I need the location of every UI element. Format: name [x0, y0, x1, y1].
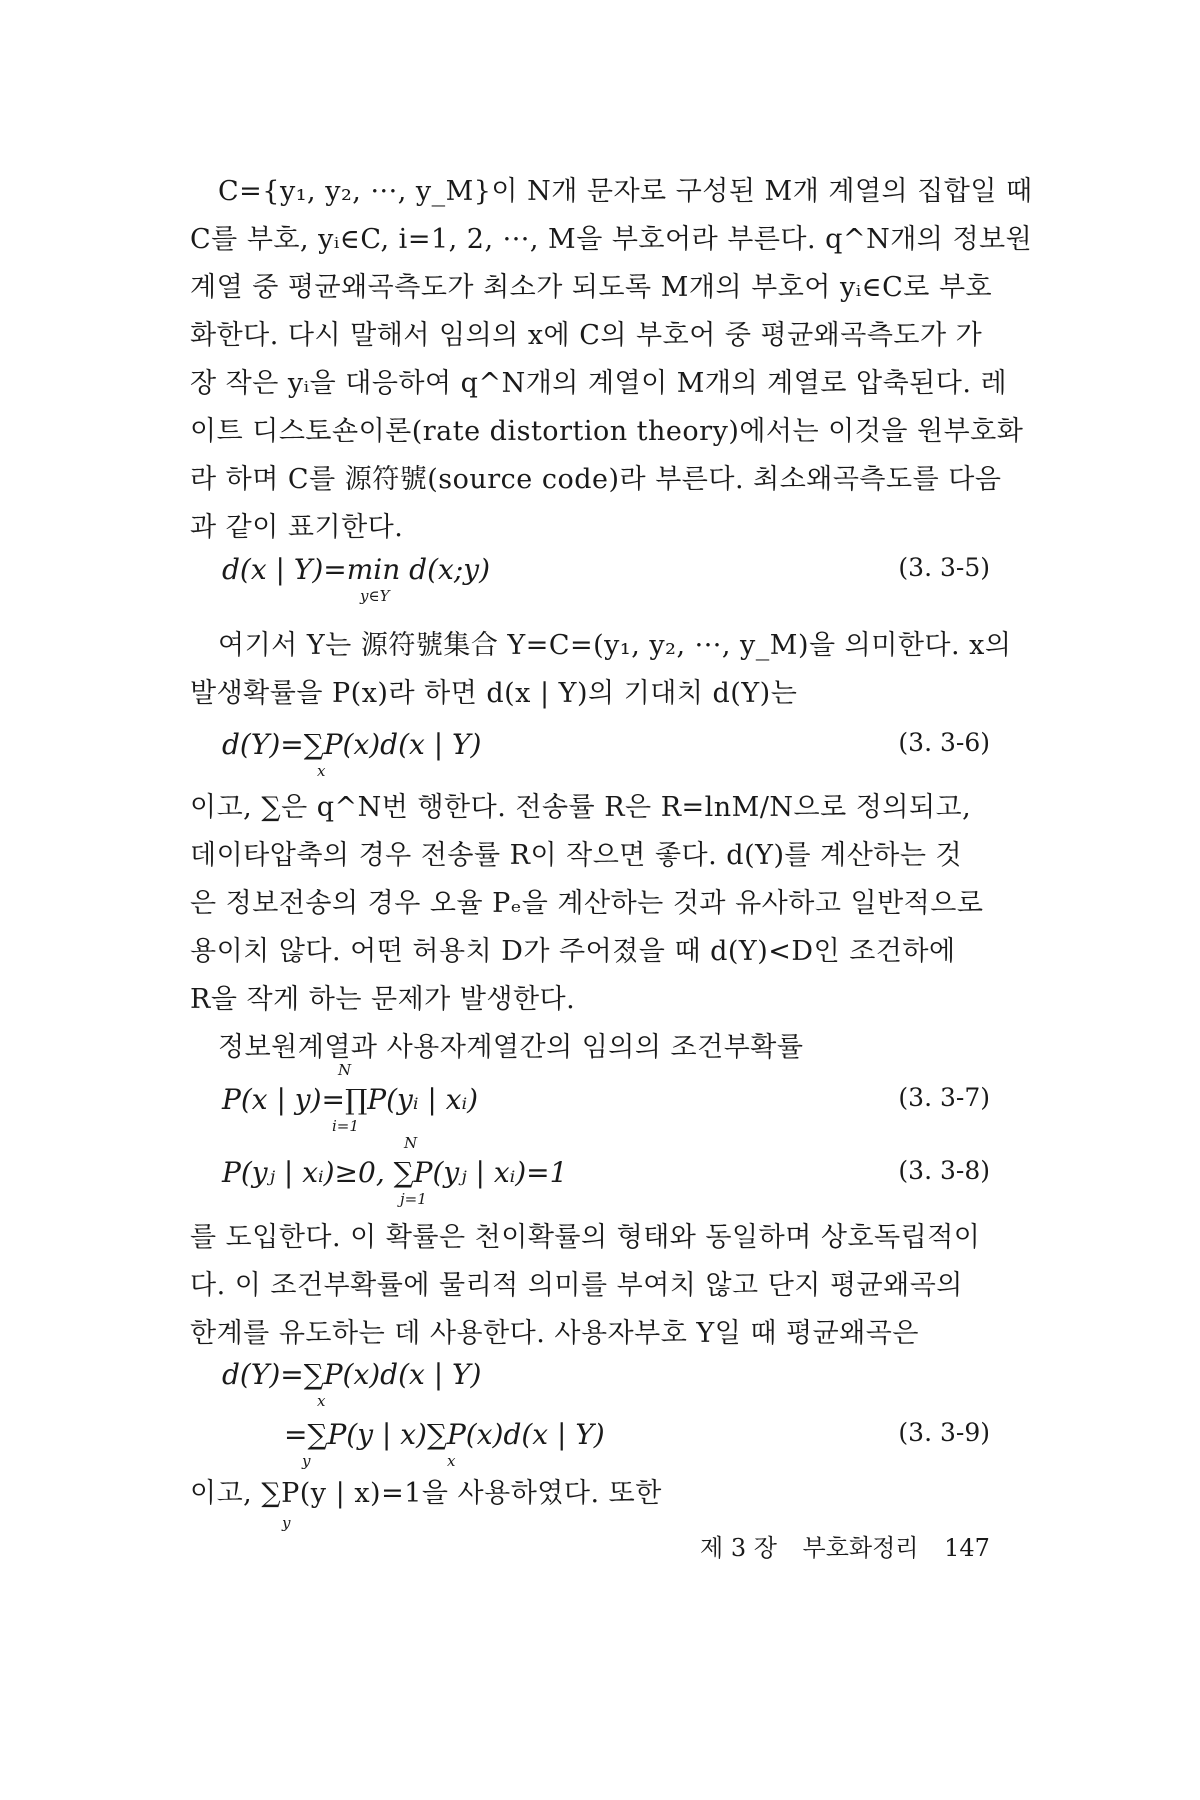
- equation-3-3-9-line1: [222, 1358, 990, 1410]
- equation-number: (3. 3-9): [898, 1418, 990, 1447]
- text-line: 계열 중 평균왜곡측도가 최소가 되도록 M개의 부호어 yᵢ∈C로 부호: [190, 272, 993, 303]
- paragraph-closing: [190, 1470, 990, 1518]
- text-line: 이고, ∑P(y | x)=1을 사용하였다. 또한: [190, 1478, 662, 1509]
- text-line: 여기서 Y는 源符號集合 Y=C=(y₁, y₂, ···, y_M)을 의미한다. x의: [218, 630, 1012, 661]
- text-line: C={y₁, y₂, ···, y_M}이 N개 문자로 구성된 M개 계열의 집합일 때: [218, 176, 1033, 207]
- text-line: 과 같이 표기한다.: [190, 512, 404, 543]
- equation-expression: =∑P(y | x)∑P(x)d(x | Y): [284, 1418, 605, 1451]
- page-number: 147: [944, 1534, 990, 1562]
- equation-superscript: N: [404, 1134, 418, 1152]
- equation-number: (3. 3-7): [898, 1083, 990, 1112]
- text-line: 다. 이 조건부확률에 물리적 의미를 부여치 않고 단지 평균왜곡의: [190, 1270, 963, 1301]
- text-line: 화한다. 다시 말해서 임의의 x에 C의 부호어 중 평균왜곡측도가 가: [190, 320, 983, 351]
- equation-3-3-5: [222, 553, 990, 605]
- equation-number: (3. 3-5): [898, 553, 990, 582]
- equation-subscript: x: [317, 1392, 326, 1410]
- equation-3-3-6: [222, 728, 990, 780]
- text-line: 은 정보전송의 경우 오율 Pₑ을 계산하는 것과 유사하고 일반적으로: [190, 888, 984, 919]
- equation-expression: d(Y)=∑P(x)d(x | Y): [222, 1358, 482, 1391]
- text-line: 한계를 유도하는 데 사용한다. 사용자부호 Y일 때 평균왜곡은: [190, 1318, 919, 1349]
- chapter-label: 제 3 장: [700, 1534, 777, 1562]
- text-line: R을 작게 하는 문제가 발생한다.: [190, 984, 576, 1015]
- text-line: 데이타압축의 경우 전송률 R이 작으면 좋다. d(Y)를 계산하는 것: [190, 840, 963, 871]
- paragraph-source-coding: [190, 168, 1033, 552]
- text-line: 이트 디스토숀이론(rate distortion theory)에서는 이것을 원부호화: [190, 416, 1024, 447]
- equation-subscript: x: [447, 1452, 456, 1470]
- text-line: 정보원계열과 사용자계열간의 임의의 조건부확률: [218, 1032, 804, 1063]
- equation-3-3-7: [222, 1061, 990, 1135]
- text-line: 를 도입한다. 이 확률은 천이확률의 형태와 동일하며 상호독립적이: [190, 1222, 981, 1253]
- equation-subscript: j=1: [400, 1190, 427, 1208]
- equation-expression: P(x | y)=∏P(yᵢ | xᵢ): [222, 1083, 479, 1116]
- equation-subscript: x: [317, 762, 326, 780]
- text-line: 이고, ∑은 q^N번 행한다. 전송률 R은 R=lnM/N으로 정의되고,: [190, 792, 972, 823]
- page-footer: [700, 1528, 1008, 1563]
- equation-expression: d(Y)=∑P(x)d(x | Y): [222, 728, 482, 761]
- equation-subscript: i=1: [332, 1117, 359, 1135]
- text-line: C를 부호, yᵢ∈C, i=1, 2, ···, M을 부호어라 부른다. q^N개의 정보원: [190, 224, 1033, 255]
- text-line: 발생확률을 P(x)라 하면 d(x | Y)의 기대치 d(Y)는: [190, 678, 798, 709]
- chapter-title: 부호화정리: [802, 1534, 919, 1562]
- paragraph-expectation: [190, 622, 1012, 718]
- equation-expression: d(x | Y)=min d(x;y): [222, 553, 490, 586]
- text-line: 용이치 않다. 어떤 허용치 D가 주어졌을 때 d(Y)<D인 조건하에: [190, 936, 956, 967]
- equation-subscript: y∈Y: [360, 587, 390, 605]
- equation-number: (3. 3-8): [898, 1156, 990, 1185]
- equation-number: (3. 3-6): [898, 728, 990, 757]
- text-line: 장 작은 yᵢ을 대응하여 q^N개의 계열이 M개의 계열로 압축된다. 레: [190, 368, 1008, 399]
- equation-expression: P(yⱼ | xᵢ)≥0, ∑P(yⱼ | xᵢ)=1: [222, 1156, 568, 1189]
- equation-subscript: y: [302, 1452, 311, 1470]
- text-line: 라 하며 C를 源符號(source code)라 부른다. 최소왜곡측도를 다음: [190, 464, 1002, 495]
- equation-subscript: y: [282, 1514, 291, 1532]
- paragraph-transmission-rate: [190, 784, 990, 1072]
- equation-3-3-8: [222, 1134, 990, 1208]
- equation-superscript: N: [338, 1061, 352, 1079]
- paragraph-conditional-probability: [190, 1214, 990, 1358]
- equation-3-3-9-line2: [222, 1418, 990, 1470]
